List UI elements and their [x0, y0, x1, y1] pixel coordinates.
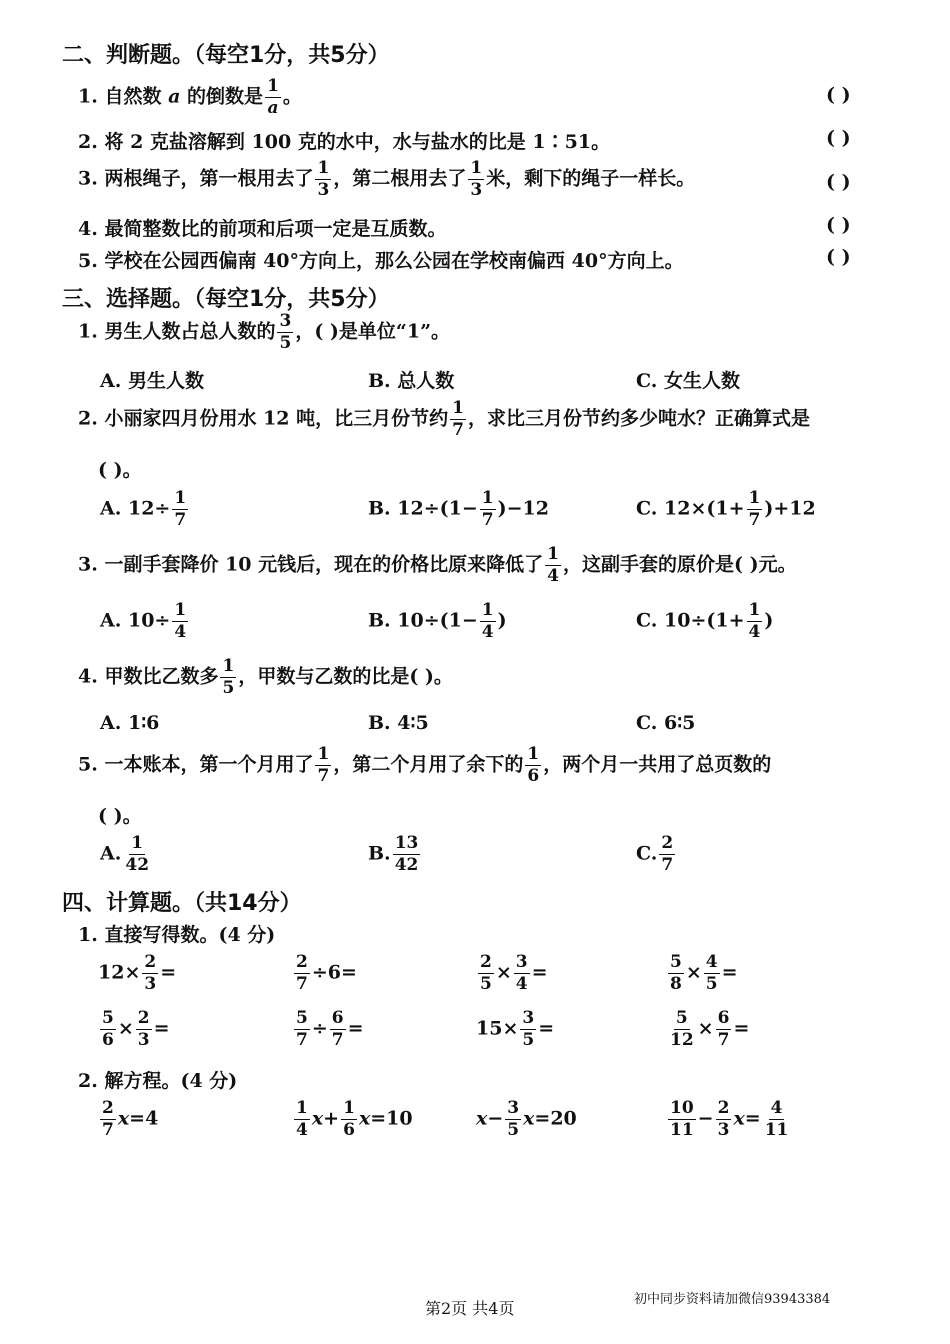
option-b[interactable] [368, 835, 422, 874]
question-text: ，两个月一共用了总页数的 [543, 753, 772, 776]
denominator: 5 [507, 1120, 520, 1140]
math-token: A. 10÷ [100, 609, 171, 632]
choice-question-5 [78, 746, 771, 785]
variable: a [168, 85, 181, 108]
denominator: 42 [125, 855, 150, 875]
fraction [668, 954, 684, 993]
fraction [704, 954, 720, 993]
denominator: 5 [522, 1030, 535, 1050]
question-text: 最简整数比的前项和后项一定是互质数。 [104, 218, 447, 240]
numerator: 3 [522, 1008, 535, 1028]
calc-item [292, 954, 357, 993]
equation-item [292, 1100, 413, 1139]
math-token: = [160, 961, 177, 984]
answer-blank[interactable]: ( ) [826, 246, 851, 268]
math-token: C. [636, 842, 658, 865]
denominator: 4 [515, 974, 528, 994]
calc-item [666, 1010, 749, 1049]
section-title-choice: 三、选择题。（每空1分，共5分） [62, 287, 390, 312]
question-text: 男生人数占总人数的 [104, 320, 276, 343]
math-token: = [531, 961, 548, 984]
numerator: 1 [317, 744, 330, 764]
judge-question-4 [78, 214, 446, 241]
judge-question-2 [78, 127, 610, 154]
math-token: C. 12×(1+ [636, 497, 745, 520]
math-token: = [153, 1017, 170, 1040]
question-text: ，甲数与乙数的比是( )。 [238, 665, 453, 688]
denominator: 8 [670, 974, 682, 994]
question-number: 3. [78, 553, 98, 576]
math-token: =20 [534, 1107, 577, 1130]
calc-item [476, 954, 548, 993]
watermark-text: 初中同步资料请加微信93943384 [634, 1292, 831, 1307]
math-token: =10 [370, 1107, 413, 1130]
question-number: 1. [78, 85, 98, 108]
section-title-calc: 四、计算题。（共14分） [62, 891, 302, 916]
question-text: 小丽家四月份用水 12 吨，比三月份节约 [104, 407, 449, 430]
question-text: 将 2 克盐溶解到 100 克的水中，水与盐水的比是 1∶51。 [104, 131, 611, 153]
math-token: = [538, 1017, 555, 1040]
numerator: 1 [296, 1098, 308, 1118]
judge-question-5 [78, 246, 684, 273]
choice-question-1 [78, 313, 450, 352]
fraction [277, 313, 293, 352]
denominator: 7 [661, 855, 674, 875]
judge-question-3 [78, 160, 695, 199]
fraction [172, 490, 188, 529]
denominator: 3 [470, 180, 483, 200]
question-text: ，求比三月份节约多少吨水？正确算式是 [467, 407, 810, 430]
option-b[interactable] [368, 490, 549, 529]
question-text: ，第二根用去了 [333, 167, 467, 190]
denominator: 7 [296, 1030, 308, 1050]
option-a[interactable] [100, 490, 190, 529]
fraction [294, 1010, 310, 1049]
math-token: B. [368, 842, 391, 865]
question-number: 5. [78, 250, 98, 272]
math-token: = [733, 1017, 750, 1040]
numerator: 2 [137, 1008, 150, 1028]
question-number: 2. [78, 407, 98, 430]
option-c[interactable] [636, 835, 677, 874]
math-token: × [495, 961, 512, 984]
option-b[interactable]: B. 4∶5 [368, 712, 429, 734]
denominator: 7 [296, 974, 308, 994]
denominator: 4 [174, 622, 187, 642]
section-title-judge: 二、判断题。（每空1分，共5分） [62, 43, 390, 68]
equation-item [98, 1100, 158, 1139]
numerator: 5 [670, 952, 682, 972]
answer-blank[interactable]: ( )。 [98, 805, 142, 827]
answer-blank[interactable]: ( )。 [98, 459, 142, 481]
calc-part-1-title: 1. 直接写得数。(4 分) [78, 924, 276, 946]
choice-question-2 [78, 400, 810, 439]
numerator: 13 [394, 833, 419, 853]
denominator: 5 [279, 333, 292, 353]
numerator: 1 [222, 656, 235, 676]
numerator: 1 [547, 544, 559, 564]
numerator: 5 [296, 1008, 308, 1028]
numerator: 5 [675, 1008, 688, 1028]
calc-item [292, 1010, 364, 1049]
fraction [763, 1100, 791, 1139]
fraction [220, 658, 236, 697]
math-token: = [721, 961, 738, 984]
numerator: 2 [717, 1098, 730, 1118]
numerator: 4 [770, 1098, 783, 1118]
option-c[interactable] [636, 602, 773, 641]
numerator: 2 [480, 952, 492, 972]
denominator: 4 [547, 566, 559, 586]
fraction [505, 1100, 521, 1139]
denominator: 12 [670, 1030, 694, 1050]
numerator: 3 [279, 311, 292, 331]
denominator: 4 [748, 622, 761, 642]
numerator: 1 [267, 76, 279, 96]
answer-blank[interactable]: ( ) [826, 171, 851, 193]
numerator: 2 [102, 1098, 114, 1118]
fraction [341, 1100, 357, 1139]
fraction [480, 602, 496, 641]
option-c[interactable]: C. 女生人数 [636, 370, 741, 392]
fraction [659, 835, 675, 874]
math-token: × [124, 961, 141, 984]
denominator: 5 [480, 974, 492, 994]
question-number: 4. [78, 218, 98, 240]
math-token: − [487, 1107, 504, 1130]
denominator: 3 [717, 1120, 730, 1140]
choice-question-4 [78, 658, 453, 697]
math-token: × [117, 1017, 134, 1040]
numerator: 2 [296, 952, 308, 972]
denominator: 4 [296, 1120, 308, 1140]
fraction [480, 490, 496, 529]
math-token: )+12 [764, 497, 816, 520]
math-token: x [117, 1107, 130, 1130]
numerator: 10 [670, 1098, 694, 1118]
question-number: 5. [78, 753, 98, 776]
denominator: 5 [222, 678, 235, 698]
numerator: 1 [174, 600, 187, 620]
answer-blank[interactable]: ( ) [826, 84, 851, 106]
math-token: )−12 [497, 497, 549, 520]
denominator: 6 [343, 1120, 355, 1140]
math-token: A. 12÷ [100, 497, 171, 520]
numerator: 1 [748, 600, 761, 620]
fraction [265, 78, 281, 117]
question-text: ，( )是单位“1”。 [295, 320, 451, 343]
denominator: 3 [317, 180, 330, 200]
math-token: 12 [98, 961, 125, 984]
math-token: 6 [327, 961, 341, 984]
judge-question-1 [78, 78, 302, 117]
denominator: 6 [102, 1030, 114, 1050]
denominator: a [267, 98, 279, 118]
numerator: 4 [705, 952, 718, 972]
denominator: 4 [481, 622, 494, 642]
option-a[interactable] [100, 835, 153, 874]
answer-blank[interactable]: ( ) [826, 127, 851, 149]
fraction [123, 835, 151, 874]
fraction [450, 400, 466, 439]
calc-item [476, 1010, 554, 1049]
math-token: = [347, 1017, 364, 1040]
choice-question-3 [78, 546, 797, 585]
fraction [716, 1100, 732, 1139]
denominator: 7 [452, 420, 464, 440]
math-token: x [523, 1107, 535, 1130]
numerator: 2 [661, 833, 674, 853]
denominator: 7 [174, 510, 187, 530]
math-token: + [323, 1107, 340, 1130]
fraction [315, 746, 331, 785]
fraction [545, 546, 561, 585]
denominator: 11 [670, 1120, 694, 1140]
math-token: A. [100, 842, 122, 865]
math-token: B. 12÷(1− [368, 497, 478, 520]
math-token: = [341, 961, 357, 984]
denominator: 7 [748, 510, 761, 530]
denominator: 42 [394, 855, 419, 875]
fraction [668, 1010, 696, 1049]
numerator: 6 [717, 1008, 730, 1028]
numerator: 1 [452, 398, 464, 418]
question-text: ，这副手套的原价是( )元。 [562, 553, 797, 576]
math-token: B. 10÷(1− [368, 609, 478, 632]
denominator: 7 [331, 1030, 344, 1050]
numerator: 1 [470, 158, 483, 178]
fraction [100, 1100, 116, 1139]
fraction [478, 954, 494, 993]
option-c[interactable]: C. 6∶5 [636, 712, 696, 734]
math-token: = [744, 1107, 761, 1130]
question-text: 两根绳子，第一根用去了 [104, 167, 314, 190]
math-token: ÷ [311, 1017, 328, 1040]
fraction [172, 602, 188, 641]
math-token: =4 [129, 1107, 159, 1130]
fraction [747, 602, 763, 641]
fraction [294, 1100, 310, 1139]
answer-blank[interactable]: ( ) [826, 214, 851, 236]
question-text: 学校在公园西偏南 40°方向上，那么公园在学校南偏西 40°方向上。 [104, 250, 684, 272]
math-token: ) [764, 609, 774, 632]
option-a[interactable]: A. 1∶6 [100, 712, 160, 734]
math-token: x [311, 1107, 324, 1130]
question-number: 2. [78, 131, 98, 153]
question-text: 。 [282, 85, 302, 108]
numerator: 3 [515, 952, 528, 972]
numerator: 1 [481, 600, 494, 620]
numerator: 1 [527, 744, 540, 764]
fraction [468, 160, 484, 199]
question-text: 的倒数是 [187, 85, 264, 108]
denominator: 11 [764, 1120, 789, 1140]
numerator: 1 [748, 488, 761, 508]
denominator: 3 [137, 1030, 150, 1050]
question-text: ，第二个月用了余下的 [333, 753, 524, 776]
equation-item [476, 1100, 577, 1139]
math-token: C. 10÷(1+ [636, 609, 745, 632]
calc-item [98, 1010, 170, 1049]
numerator: 1 [131, 833, 144, 853]
math-token: − [697, 1107, 714, 1130]
denominator: 6 [527, 766, 540, 786]
numerator: 2 [144, 952, 157, 972]
math-token: × [697, 1017, 714, 1040]
fraction [514, 954, 530, 993]
fraction [525, 746, 541, 785]
math-token: ÷ [311, 961, 328, 984]
math-token: x [476, 1107, 488, 1130]
denominator: 5 [705, 974, 718, 994]
calc-part-2-title: 2. 解方程。(4 分) [78, 1070, 238, 1092]
question-text: 甲数比乙数多 [104, 665, 219, 688]
math-token: 15 [476, 1017, 503, 1040]
question-number: 4. [78, 665, 98, 688]
denominator: 7 [102, 1120, 114, 1140]
option-a[interactable] [100, 602, 190, 641]
calc-item [98, 954, 176, 993]
numerator: 5 [102, 1008, 114, 1028]
math-token: × [685, 961, 702, 984]
fraction [668, 1100, 696, 1139]
fraction [716, 1010, 732, 1049]
numerator: 6 [331, 1008, 344, 1028]
equation-item [666, 1100, 792, 1139]
fraction [747, 490, 763, 529]
question-number: 1. [78, 320, 98, 343]
fraction [294, 954, 310, 993]
page-number: 第2页 共4页 [425, 1299, 515, 1318]
denominator: 7 [717, 1030, 730, 1050]
question-text: 米，剩下的绳子一样长。 [486, 167, 696, 190]
question-text: 自然数 [104, 85, 162, 108]
option-c[interactable] [636, 490, 816, 529]
denominator: 7 [481, 510, 494, 530]
option-b[interactable] [368, 602, 507, 641]
fraction [315, 160, 331, 199]
numerator: 1 [481, 488, 494, 508]
option-a[interactable]: A. 男生人数 [100, 370, 204, 392]
question-number: 3. [78, 167, 98, 190]
question-text: 一副手套降价 10 元钱后，现在的价格比原来降低了 [104, 553, 544, 576]
calc-item [666, 954, 738, 993]
denominator: 3 [144, 974, 157, 994]
numerator: 1 [174, 488, 187, 508]
fraction [330, 1010, 346, 1049]
fraction [100, 1010, 116, 1049]
fraction [520, 1010, 536, 1049]
math-token: x [733, 1107, 745, 1130]
fraction [136, 1010, 152, 1049]
denominator: 7 [317, 766, 330, 786]
numerator: 1 [317, 158, 330, 178]
option-b[interactable]: B. 总人数 [368, 370, 455, 392]
fraction [142, 954, 158, 993]
math-token: ) [497, 609, 507, 632]
numerator: 3 [507, 1098, 520, 1118]
math-token: × [502, 1017, 519, 1040]
math-token: x [358, 1107, 371, 1130]
fraction [393, 835, 421, 874]
question-text: 一本账本，第一个月用了 [104, 753, 314, 776]
numerator: 1 [343, 1098, 355, 1118]
